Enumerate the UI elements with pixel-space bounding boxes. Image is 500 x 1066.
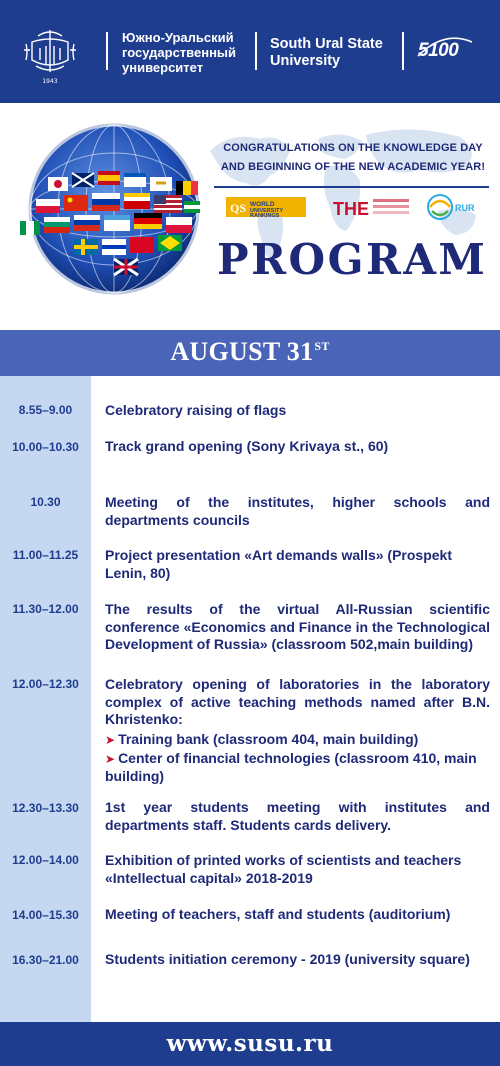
rur-mark: RUR: [455, 203, 475, 213]
congratulations-text: [212, 139, 494, 177]
schedule-time: 14.00–15.30: [12, 908, 79, 922]
chevron-right-icon: ➤: [105, 733, 116, 747]
schedule-time: 11.30–12.00: [12, 602, 79, 616]
the-rankings-logo: [331, 195, 411, 219]
hero-section: [0, 103, 500, 330]
schedule-time: 12.00–14.00: [12, 853, 79, 867]
divider-rule: [214, 186, 489, 188]
date-suffix: ST: [314, 339, 330, 354]
university-name-en: South Ural State University: [270, 36, 383, 69]
schedule-time: 12.00–12.30: [12, 677, 79, 691]
university-name-ru: Южно-Уральский государственный университет: [122, 30, 237, 75]
schedule-description: Students initiation ceremony - 2019 (university square): [105, 951, 470, 967]
university-crest-icon: [22, 26, 78, 76]
schedule-time: 10.30: [30, 495, 61, 509]
founding-year: 1943: [42, 78, 58, 85]
schedule-time: 10.00–10.30: [12, 440, 79, 454]
date-banner: [0, 330, 500, 376]
footer-bar: [0, 1022, 500, 1066]
header-divider: [255, 32, 257, 70]
header-divider: [106, 32, 108, 70]
program-title: PROGRAM: [217, 235, 488, 284]
globe-with-flags-icon: [14, 117, 204, 302]
schedule-description: Exhibition of printed works of scientists and teachers «Intellectual capital» 2018-2019: [105, 852, 462, 886]
congrats-line-2: AND BEGINNING OF THE NEW ACADEMIC YEAR!: [220, 161, 486, 173]
schedule-description: The results of the virtual All-Russian scientific conference «Economics and Finance in the Technological Development of Russia» (classroom 502,main building): [105, 601, 490, 652]
chevron-right-icon: ➤: [105, 751, 116, 766]
schedule-description: Meeting of the institutes, higher schools and departments councils: [105, 494, 490, 528]
time-column: [0, 376, 91, 1022]
date-heading: [0, 337, 500, 367]
schedule-description: Meeting of teachers, staff and students (auditorium): [105, 906, 451, 922]
svg-text:UNIVERSITY: UNIVERSITY: [250, 208, 284, 214]
schedule-description: Project presentation «Art demands walls» (Prospekt Lenin, 80): [105, 547, 452, 581]
lab-item-label: Center of financial technologies (classroom 410, main building): [105, 749, 477, 784]
date-main: AUGUST 31: [170, 337, 314, 366]
header-bar: [0, 0, 500, 103]
lab-item-label: Training bank (classroom 404, main building): [118, 731, 419, 747]
svg-text:RANKINGS: RANKINGS: [250, 213, 280, 219]
the-mark: THE: [333, 199, 369, 219]
qs-world-rankings-logo: [226, 195, 306, 219]
header-divider: [402, 32, 404, 70]
schedule-time: 12.30–13.30: [12, 801, 79, 815]
schedule-description: Track grand opening (Sony Krivaya st., 60): [105, 438, 389, 454]
project-5100-logo: 5100: [418, 40, 459, 61]
schedule-time: 8.55–9.00: [18, 403, 73, 417]
qs-mark: QS: [230, 201, 247, 215]
lab-list: [105, 731, 490, 786]
svg-text:WORLD: WORLD: [250, 201, 275, 208]
schedule-description: 1st year students meeting with institutes and departments staff. Students cards delivery.: [105, 799, 490, 833]
schedule-time: 16.30–21.00: [12, 953, 79, 967]
lab-list-item: [105, 731, 490, 750]
website-link[interactable]: www.susu.ru: [166, 1030, 334, 1057]
schedule-description: Celebratory raising of flags: [105, 402, 287, 418]
schedule-description: Celebratory opening of laboratories in the laboratory complex of active teaching methods named after B.N. Khristenko:: [105, 676, 490, 727]
schedule-time: 11.00–11.25: [12, 548, 79, 562]
congrats-line-1: CONGRATULATIONS ON THE KNOWLEDGE DAY: [223, 142, 483, 154]
lab-list-item: [105, 750, 490, 786]
rur-rankings-logo: [422, 191, 482, 225]
